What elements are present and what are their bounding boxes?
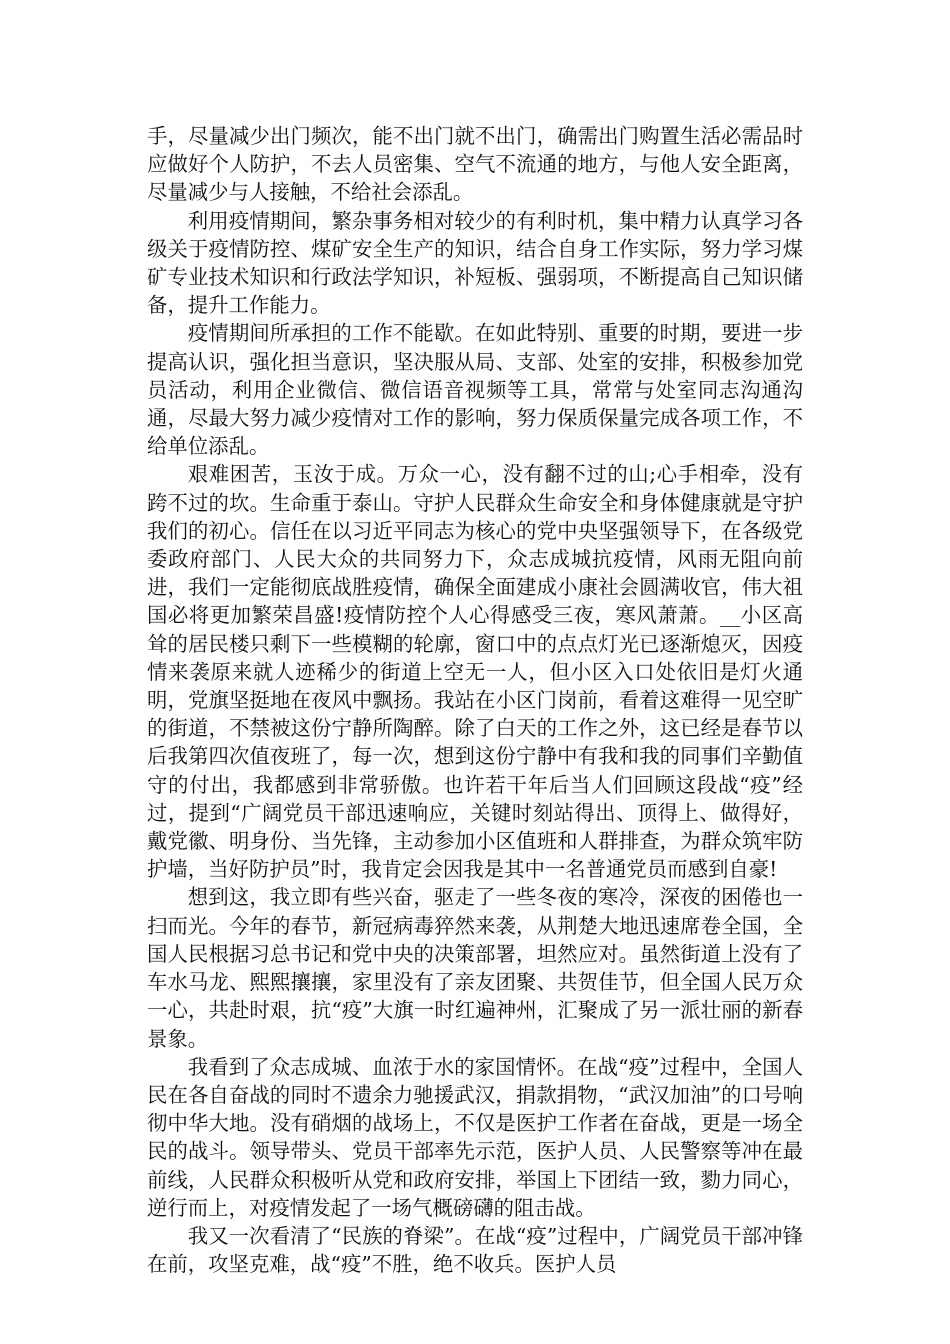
paragraph-3: 疫情期间所承担的工作不能歇。在如此特别、重要的时期，要进一步提高认识，强化担当意识，坚决服从局、支部、处室的安排，积极参加党员活动，利用企业微信、微信语音视频等工具，常常与处室同志沟通沟通，尽最大努力减少疫情对工作的影响，努力保质保量完成各项工作，不给单位添乱。	[147, 321, 803, 459]
paragraph-6: 我看到了众志成城、血浓于水的家国情怀。在战“疫”过程中，全国人民在各自奋战的同时不遗余力驰援武汉，捐款捐物，“武汉加油”的口号响彻中华大地。没有硝烟的战场上，不仅是医护工作者在奋战，更是一场全民的战斗。领导带头、党员干部率先示范，医护人员、人民警察等冲在最前线，人民群众积极听从党和政府安排，举国上下团结一致，勠力同心，逆行而上，对疫情发起了一场气概磅礴的阻击战。	[147, 1054, 803, 1220]
paragraph-2: 利用疫情期间，繁杂事务相对较少的有利时机，集中精力认真学习各级关于疫情防控、煤矿安全生产的知识，结合自身工作实际，努力学习煤矿专业技术知识和行政法学知识，补短板、强弱项，不断提高自己知识储备，提升工作能力。	[147, 208, 803, 318]
paragraph-7: 我又一次看清了“民族的脊梁”。在战“疫”过程中，广阔党员干部冲锋在前，攻坚克难，战“疫”不胜，绝不收兵。医护人员	[147, 1223, 803, 1277]
paragraph-5: 想到这，我立即有些兴奋，驱走了一些冬夜的寒冷，深夜的困倦也一扫而光。今年的春节，新冠病毒猝然来袭，从荆楚大地迅速席卷全国，全国人民根据习总书记和党中央的决策部署，坦然应对。虽然街道上没有了车水马龙、熙熙攘攘，家里没有了亲友团聚、共贺佳节，但全国人民万众一心，共赴时艰，抗“疫”大旗一时红遍神州，汇聚成了另一派壮丽的新春景象。	[147, 885, 803, 1051]
paragraph-4: 艰难困苦，玉汝于成。万众一心，没有翻不过的山;心手相牵，没有跨不过的坎。生命重于泰山。守护人民群众生命安全和身体健康就是守护我们的初心。信任在以习近平同志为核心的党中央坚强领导下，在各级党委政府部门、人民大众的共同努力下，众志成城抗疫情，风雨无阻向前进，我们一定能彻底战胜疫情，确保全面建成小康社会圆满收官，伟大祖国必将更加繁荣昌盛!疫情防控个人心得感受三夜，寒风萧萧。__小区高耸的居民楼只剩下一些模糊的轮廓，窗口中的点点灯光已逐渐熄灭，因疫情来袭原来就人迹稀少的街道上空无一人，但小区入口处依旧是灯火通明，党旗坚挺地在夜风中飘扬。我站在小区门岗前，看着这难得一见空旷的街道，不禁被这份宁静所陶醉。除了白天的工作之外，这已经是春节以后我第四次值夜班了，每一次，想到这份宁静中有我和我的同事们辛勤值守的付出，我都感到非常骄傲。也许若干年后当人们回顾这段战“疫”经过，提到“广阔党员干部迅速响应，关键时刻站得出、顶得上、做得好，戴党徽、明身份、当先锋，主动参加小区值班和人群排查，为群众筑牢防护墙，当好防护员”时，我肯定会因我是其中一名普通党员而感到自豪!	[147, 462, 803, 882]
document-body	[147, 122, 803, 1278]
paragraph-1: 手，尽量减少出门频次，能不出门就不出门，确需出门购置生活必需品时应做好个人防护，不去人员密集、空气不流通的地方，与他人安全距离，尽量减少与人接触，不给社会添乱。	[147, 124, 803, 205]
